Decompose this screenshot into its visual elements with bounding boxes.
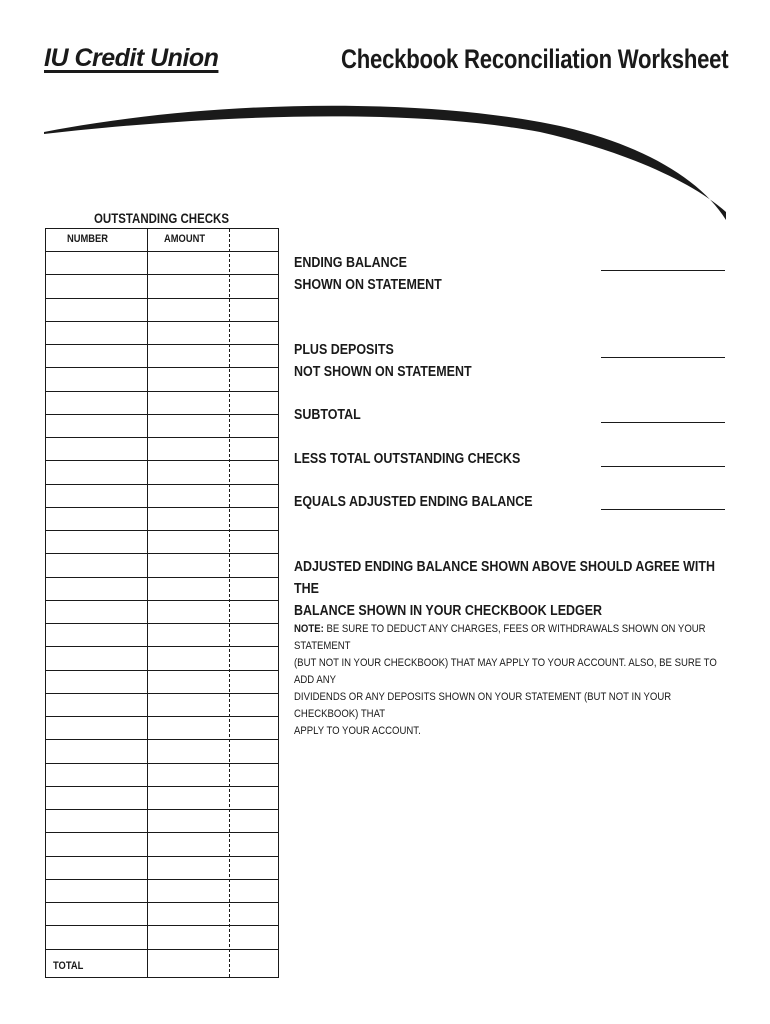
ending-balance-field[interactable] — [601, 270, 725, 271]
table-row-divider — [46, 925, 278, 926]
table-row-divider — [46, 507, 278, 508]
table-row-divider — [46, 553, 278, 554]
table-row-divider — [46, 879, 278, 880]
table-row-divider — [46, 367, 278, 368]
number-column-header: NUMBER — [67, 233, 109, 245]
outstanding-checks-heading: OUTSTANDING CHECKS — [94, 210, 230, 226]
table-row-divider — [46, 391, 278, 392]
table-row-divider — [46, 437, 278, 438]
table-row-divider — [46, 646, 278, 647]
table-row-divider — [46, 414, 278, 415]
table-row-divider — [46, 856, 278, 857]
table-row-divider — [46, 251, 278, 252]
less-outstanding-label: LESS TOTAL OUTSTANDING CHECKS — [294, 451, 521, 467]
subtotal-field[interactable] — [601, 422, 725, 423]
note-paragraph: NOTE: BE SURE TO DEDUCT ANY CHARGES, FEES OR WITHDRAWALS SHOWN ON YOUR STATEMENT (BUT NOT IN YOUR CHECKBOOK) THAT MAY APPLY TO YOUR ACCOUNT. ALSO, BE SURE TO ADD ANY DIVIDENDS OR ANY DEPOSITS SHOWN ON YOUR STATEMENT (BUT NOT IN YOUR CHECKBOOK) THAT APPLY TO YOUR ACCOUNT. — [294, 623, 717, 737]
table-row-divider — [46, 949, 278, 950]
note-label: NOTE: — [294, 623, 324, 635]
total-label: TOTAL — [53, 960, 84, 972]
table-row-divider — [46, 274, 278, 275]
column-divider — [147, 229, 148, 977]
subtotal-label: SUBTOTAL — [294, 407, 361, 423]
table-row-divider — [46, 623, 278, 624]
page-title: Checkbook Reconciliation Worksheet — [341, 44, 729, 74]
outstanding-checks-table — [45, 228, 279, 978]
table-row-divider — [46, 600, 278, 601]
table-row-divider — [46, 344, 278, 345]
table-row-divider — [46, 484, 278, 485]
adjusted-balance-label: EQUALS ADJUSTED ENDING BALANCE — [294, 494, 533, 510]
table-row-divider — [46, 530, 278, 531]
table-row-divider — [46, 809, 278, 810]
plus-deposits-field[interactable] — [601, 357, 725, 358]
table-row-divider — [46, 902, 278, 903]
table-row-divider — [46, 739, 278, 740]
table-row-divider — [46, 786, 278, 787]
agreement-instruction: ADJUSTED ENDING BALANCE SHOWN ABOVE SHOULD AGREE WITH THE BALANCE SHOWN IN YOUR CHECKBOOK LEDGER — [294, 559, 715, 619]
less-outstanding-field[interactable] — [601, 466, 725, 467]
table-row-divider — [46, 670, 278, 671]
table-row-divider — [46, 577, 278, 578]
ending-balance-label: ENDING BALANCE SHOWN ON STATEMENT — [294, 255, 442, 293]
table-row-divider — [46, 460, 278, 461]
brand-logo: IU Credit Union — [44, 44, 219, 72]
amount-column-header: AMOUNT — [164, 233, 206, 245]
table-row-divider — [46, 321, 278, 322]
table-row-divider — [46, 716, 278, 717]
table-row-divider — [46, 763, 278, 764]
adjusted-balance-field[interactable] — [601, 509, 725, 510]
table-row-divider — [46, 832, 278, 833]
plus-deposits-label: PLUS DEPOSITS NOT SHOWN ON STATEMENT — [294, 342, 472, 380]
table-row-divider — [46, 298, 278, 299]
cents-divider — [229, 229, 230, 977]
table-row-divider — [46, 693, 278, 694]
